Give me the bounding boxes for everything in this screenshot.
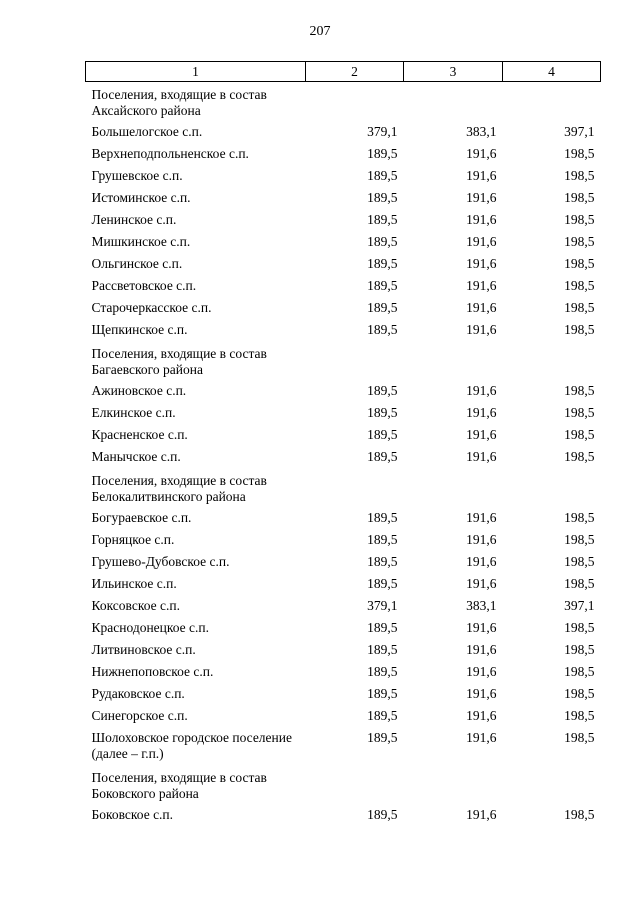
- settlement-name: Горняцкое с.п.: [91, 531, 175, 547]
- column-header-1: 1: [86, 62, 306, 82]
- table-row: [86, 529, 601, 551]
- value-column-4: 198,5: [564, 531, 595, 547]
- value-column-2: 189,5: [367, 233, 398, 249]
- table-row: [86, 319, 601, 341]
- empty-cell: [306, 468, 404, 507]
- settlements-table: [85, 61, 601, 826]
- settlement-name: Рассветовское с.п.: [91, 277, 197, 293]
- value-column-2: 189,5: [367, 255, 398, 271]
- value-column-3: 191,6: [466, 641, 497, 657]
- value-column-4: 397,1: [564, 123, 595, 139]
- value-column-2: 189,5: [367, 806, 398, 822]
- settlement-name: Синегорское с.п.: [91, 707, 188, 723]
- settlement-name: Грушевское с.п.: [91, 167, 183, 183]
- value-column-4: 198,5: [564, 299, 595, 315]
- value-column-4: 198,5: [564, 509, 595, 525]
- value-column-2: 189,5: [367, 575, 398, 591]
- section-heading-row: [86, 468, 601, 507]
- value-column-4: 198,5: [564, 448, 595, 464]
- table-row: [86, 165, 601, 187]
- column-header-4: 4: [503, 62, 601, 82]
- value-column-3: 191,6: [466, 448, 497, 464]
- settlement-name: Ильинское с.п.: [91, 575, 177, 591]
- value-column-3: 191,6: [466, 211, 497, 227]
- settlement-name: Манычское с.п.: [91, 448, 181, 464]
- value-column-4: 397,1: [564, 597, 595, 613]
- empty-cell: [306, 765, 404, 804]
- value-column-3: 191,6: [466, 233, 497, 249]
- value-column-2: 189,5: [367, 211, 398, 227]
- table-row: [86, 143, 601, 165]
- empty-cell: [503, 341, 601, 380]
- value-column-4: 198,5: [564, 233, 595, 249]
- value-column-3: 191,6: [466, 321, 497, 337]
- value-column-2: 189,5: [367, 448, 398, 464]
- table-row: [86, 402, 601, 424]
- value-column-3: 191,6: [466, 426, 497, 442]
- settlement-name: Ленинское с.п.: [91, 211, 177, 227]
- value-column-2: 189,5: [367, 277, 398, 293]
- table-row: [86, 380, 601, 402]
- value-column-2: 189,5: [367, 553, 398, 569]
- value-column-2: 379,1: [367, 597, 398, 613]
- settlement-name: Щепкинское с.п.: [91, 321, 188, 337]
- value-column-4: 198,5: [564, 255, 595, 271]
- section-heading: Поселения, входящие в состав Белокалитвинского района: [91, 472, 267, 504]
- settlement-name: Ольгинское с.п.: [91, 255, 183, 271]
- value-column-2: 189,5: [367, 189, 398, 205]
- page-number: 207: [309, 24, 331, 39]
- section-heading: Поселения, входящие в состав Аксайского района: [91, 87, 267, 118]
- value-column-4: 198,5: [564, 806, 595, 822]
- value-column-2: 189,5: [367, 321, 398, 337]
- settlement-name: Шолоховское городское поселение (далее – г.п.): [91, 729, 292, 761]
- table-row: [86, 121, 601, 143]
- empty-cell: [503, 468, 601, 507]
- settlement-name: Нижнепоповское с.п.: [91, 663, 214, 679]
- table-row: [86, 804, 601, 826]
- empty-cell: [503, 765, 601, 804]
- settlement-name: Коксовское с.п.: [91, 597, 180, 613]
- value-column-4: 198,5: [564, 145, 595, 161]
- value-column-4: 198,5: [564, 641, 595, 657]
- value-column-3: 191,6: [466, 299, 497, 315]
- value-column-2: 189,5: [367, 299, 398, 315]
- value-column-3: 191,6: [466, 167, 497, 183]
- value-column-3: 191,6: [466, 531, 497, 547]
- value-column-3: 191,6: [466, 575, 497, 591]
- value-column-3: 191,6: [466, 553, 497, 569]
- empty-cell: [404, 341, 503, 380]
- table-row: [86, 187, 601, 209]
- value-column-2: 189,5: [367, 167, 398, 183]
- value-column-2: 189,5: [367, 641, 398, 657]
- table-row: [86, 231, 601, 253]
- table-row: [86, 727, 601, 765]
- empty-cell: [306, 82, 404, 121]
- value-column-3: 383,1: [466, 597, 497, 613]
- section-heading-row: [86, 82, 601, 121]
- section-heading: Поселения, входящие в состав Багаевского района: [91, 345, 267, 377]
- value-column-4: 198,5: [564, 211, 595, 227]
- section-heading-row: [86, 341, 601, 380]
- value-column-2: 189,5: [367, 404, 398, 420]
- empty-cell: [404, 765, 503, 804]
- table-row: [86, 275, 601, 297]
- value-column-4: 198,5: [564, 277, 595, 293]
- settlement-name: Грушево-Дубовское с.п.: [91, 553, 230, 569]
- settlement-name: Богураевское с.п.: [91, 509, 192, 525]
- column-header-2: 2: [306, 62, 404, 82]
- table-header: [86, 62, 601, 82]
- table-row: [86, 705, 601, 727]
- table-row: [86, 297, 601, 319]
- value-column-4: 198,5: [564, 167, 595, 183]
- settlement-name: Истоминское с.п.: [91, 189, 191, 205]
- value-column-2: 189,5: [367, 426, 398, 442]
- value-column-3: 191,6: [466, 277, 497, 293]
- value-column-4: 198,5: [564, 404, 595, 420]
- table-row: [86, 639, 601, 661]
- settlement-name: Боковское с.п.: [91, 806, 174, 822]
- value-column-3: 191,6: [466, 382, 497, 398]
- empty-cell: [306, 341, 404, 380]
- settlement-name: Красненское с.п.: [91, 426, 188, 442]
- value-column-4: 198,5: [564, 553, 595, 569]
- table-row: [86, 507, 601, 529]
- value-column-3: 191,6: [466, 145, 497, 161]
- value-column-3: 383,1: [466, 123, 497, 139]
- value-column-4: 198,5: [564, 189, 595, 205]
- value-column-4: 198,5: [564, 321, 595, 337]
- value-column-3: 191,6: [466, 707, 497, 723]
- table-row: [86, 253, 601, 275]
- value-column-3: 191,6: [466, 619, 497, 635]
- value-column-4: 198,5: [564, 382, 595, 398]
- table-row: [86, 573, 601, 595]
- value-column-2: 189,5: [367, 707, 398, 723]
- value-column-4: 198,5: [564, 426, 595, 442]
- table-row: [86, 209, 601, 231]
- settlement-name: Литвиновское с.п.: [91, 641, 196, 657]
- settlement-name: Мишкинское с.п.: [91, 233, 191, 249]
- column-header-3: 3: [404, 62, 503, 82]
- section-heading: Поселения, входящие в состав Боковского района: [91, 769, 267, 801]
- value-column-4: 198,5: [564, 619, 595, 635]
- value-column-3: 191,6: [466, 806, 497, 822]
- value-column-4: 198,5: [564, 685, 595, 701]
- settlement-name: Верхнеподпольненское с.п.: [91, 145, 249, 161]
- table-row: [86, 595, 601, 617]
- table-row: [86, 424, 601, 446]
- empty-cell: [404, 468, 503, 507]
- value-column-2: 189,5: [367, 685, 398, 701]
- value-column-2: 189,5: [367, 145, 398, 161]
- value-column-2: 189,5: [367, 382, 398, 398]
- table-row: [86, 551, 601, 573]
- value-column-3: 191,6: [466, 509, 497, 525]
- section-heading-row: [86, 765, 601, 804]
- empty-cell: [503, 82, 601, 121]
- value-column-3: 191,6: [466, 255, 497, 271]
- value-column-2: 189,5: [367, 509, 398, 525]
- value-column-3: 191,6: [466, 189, 497, 205]
- table-row: [86, 683, 601, 705]
- settlement-name: Елкинское с.п.: [91, 404, 176, 420]
- value-column-2: 189,5: [367, 729, 398, 745]
- value-column-4: 198,5: [564, 575, 595, 591]
- value-column-4: 198,5: [564, 729, 595, 745]
- value-column-2: 189,5: [367, 663, 398, 679]
- value-column-3: 191,6: [466, 685, 497, 701]
- settlement-name: Рудаковское с.п.: [91, 685, 185, 701]
- table-row: [86, 661, 601, 683]
- value-column-2: 189,5: [367, 619, 398, 635]
- value-column-2: 189,5: [367, 531, 398, 547]
- value-column-4: 198,5: [564, 663, 595, 679]
- value-column-3: 191,6: [466, 729, 497, 745]
- empty-cell: [404, 82, 503, 121]
- settlement-name: Большелогское с.п.: [91, 123, 203, 139]
- settlement-name: Краснодонецкое с.п.: [91, 619, 210, 635]
- value-column-3: 191,6: [466, 663, 497, 679]
- value-column-3: 191,6: [466, 404, 497, 420]
- settlement-name: Старочеркасское с.п.: [91, 299, 212, 315]
- table-row: [86, 446, 601, 468]
- table-row: [86, 617, 601, 639]
- table-body: [86, 82, 601, 826]
- header-row: [86, 62, 601, 82]
- value-column-2: 379,1: [367, 123, 398, 139]
- settlement-name: Ажиновское с.п.: [91, 382, 187, 398]
- value-column-4: 198,5: [564, 707, 595, 723]
